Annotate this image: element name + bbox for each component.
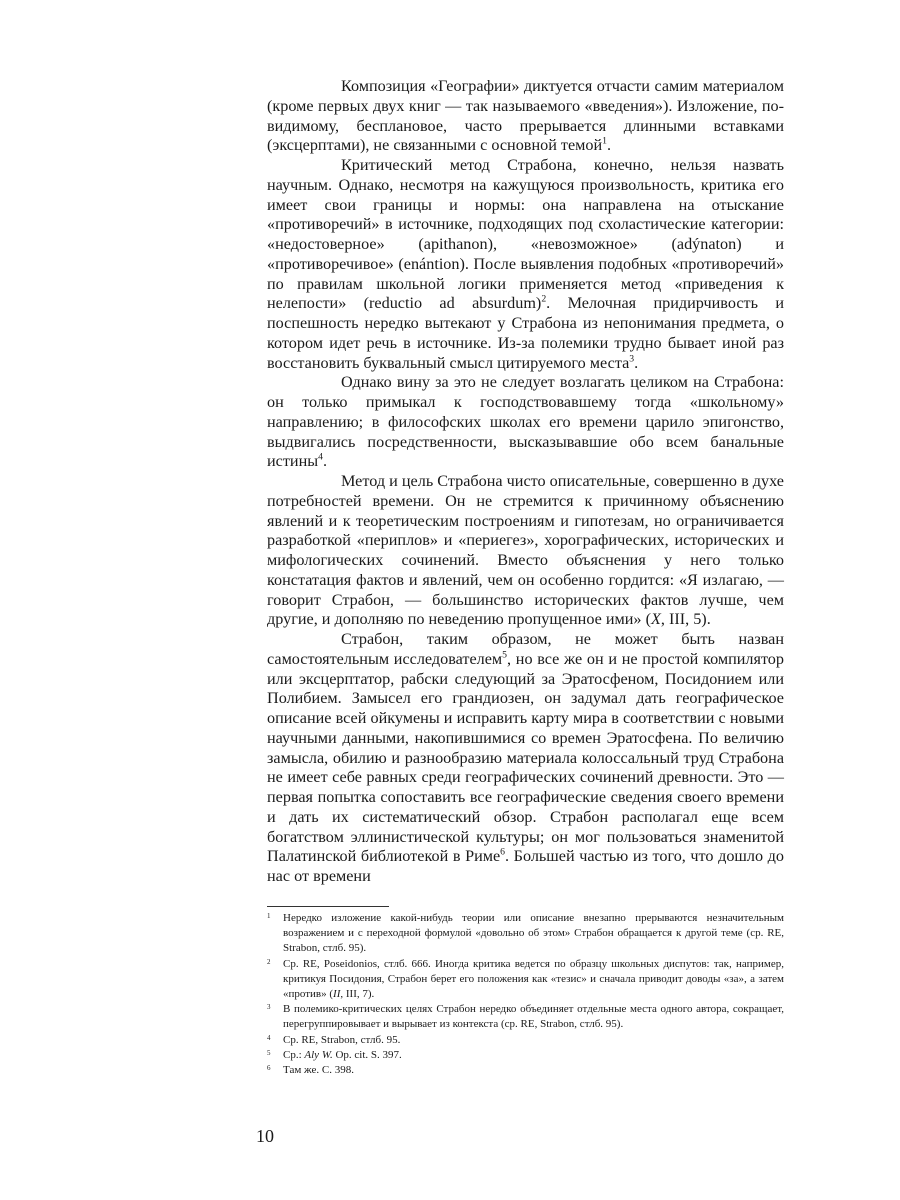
footnote-ref: 2 <box>541 293 547 305</box>
text-run: В полемико-критических целях Страбон нередко объединяет отдельные места одного автора, сокращает, перегруппировывает и вырывает из контекста (ср. RE, Strabon, стлб. 95). <box>283 1003 784 1031</box>
footnote-separator <box>267 906 389 907</box>
paragraph <box>267 156 784 373</box>
text-run: Op. cit. S. 397. <box>332 1048 402 1061</box>
italic-text: X <box>650 610 661 629</box>
main-text <box>267 77 784 887</box>
footnote-ref: 6 <box>500 846 506 858</box>
text-run: Ср. RE, Poseidonios, стлб. 666. Иногда критика ведется по образцу школьных диспутов: так, например, критикуя Посидония, Страбон берет его положения как «тезис» и сначала приводит доводы «за», а затем «против» ( <box>283 957 784 1001</box>
footnote <box>267 1063 784 1078</box>
footnote-ref: 1 <box>602 135 608 147</box>
text-run: Ср. RE, Strabon, стлб. 95. <box>283 1033 401 1046</box>
footnote <box>267 957 784 1003</box>
paragraph <box>267 373 784 472</box>
page-number: 10 <box>256 1126 274 1146</box>
footnotes <box>267 911 784 1078</box>
text-run: , но все же он и не простой компилятор или эксцерптатор, рабски следующий за Эратосфеном, Посидонием или Полибием. Замысел его грандиозен, он задумал дать географическое описание всей ойкумены и исправить карту мира в соответствии с новыми научными данными, накопившимися со времен Эратосфена. По величию замысла, обилию и разнообразию материала колоссальный труд Страбона не имеет себе равных среди географических сочинений древности. Это — первая попытка сопоставить все географические сведения своего времени и дать их систематический обзор. Страбон располагал еще всем богатством эллинистической культуры; он мог пользоваться знаменитой Палатинской библиотекой в Риме <box>267 649 784 866</box>
footnote-number: 4 <box>267 1033 271 1042</box>
italic-text: Aly W. <box>304 1048 333 1061</box>
footnote-number: 5 <box>267 1048 271 1057</box>
text-run: Критический метод Страбона, конечно, нельзя назвать научным. Однако, несмотря на кажущуюся произвольность, критика его имеет свои границы и нормы: она направлена на отыскание «противоречий» в источнике, подходящих под схоластические категории: «недостоверное» (apithanon), «невозможное» (adýnaton) и «противоречивое» (enántion). После выявления подобных «противоречий» по правилам школьной логики применяется метод «приведения к нелепости» (reductio ad absurdum) <box>267 156 784 313</box>
text-run: Однако вину за это не следует возлагать целиком на Страбона: он только примыкал к господствовавшему тогда «школьному» направлению; в философских школах его времени царило эпигонство, выдвигались посредственности, высказывавшие обо всем банальные истины <box>267 373 784 471</box>
footnote-ref: 3 <box>629 353 635 365</box>
text-run: . <box>607 136 612 155</box>
text-run: Нередко изложение какой-нибудь теории или описание внезапно прерываются незначительным возражением и с переходной формулой «довольно об этом» Страбон обращается к другой теме (ср. RE, Strabon, стлб. 95). <box>283 912 784 955</box>
italic-text: II <box>333 988 341 1001</box>
text-run: Композиция «Географии» диктуется отчасти самим материалом (кроме первых двух книг — так называемого «введения»). Изложение, по-видимому, бесплановое, часто прерывается длинными вставками (эксцерптами), не связанными с основной темой <box>267 77 784 155</box>
text-run: Страбон, таким образом, не может быть назван самостоятельным исследователем <box>267 630 784 668</box>
paragraph <box>267 77 784 156</box>
paragraph <box>267 472 784 630</box>
footnote-number: 3 <box>267 1003 271 1012</box>
text-run: . <box>634 353 639 372</box>
text-run: . <box>322 452 328 471</box>
text-run: , III, 7). <box>340 988 375 1001</box>
footnote-ref: 4 <box>318 451 323 463</box>
footnote-number: 6 <box>267 1064 271 1073</box>
text-run: Ср.: <box>283 1048 305 1061</box>
text-run: , III, 5). <box>660 610 711 629</box>
text-run: Там же. С. 398. <box>283 1064 354 1077</box>
footnote <box>267 1002 784 1032</box>
footnote <box>267 1033 784 1048</box>
footnote <box>267 911 784 957</box>
text-run: . Большей частью из того, что дошло до нас от времени <box>267 847 784 885</box>
text-run: . Мелочная придирчивость и поспешность нередко вытекают у Страбона из непонимания предмета, о котором идет речь в источнике. Из-за полемики трудно бывает иной раз восстановить буквальный смысл цитируемого места <box>267 294 784 372</box>
paragraph <box>267 630 784 887</box>
footnote <box>267 1048 784 1063</box>
footnote-number: 1 <box>267 912 271 920</box>
footnote-ref: 5 <box>502 649 508 661</box>
footnote-number: 2 <box>267 957 271 966</box>
text-run: Метод и цель Страбона чисто описательные, совершенно в духе потребностей времени. Он не стремится к причинному объяснению явлений и к теоретическим построениям и гипотезам, но ограничивается разработкой «периплов» и «периегез», хорографических, исторических и мифологических сочинений. Вместо объяснения у него только констатация фактов и явлений, чем он особенно гордится: «Я излагаю, — говорит Страбон, — большинство исторических фактов лучше, чем другие, и дополняю по неведению пропущенное ими» ( <box>267 472 784 629</box>
